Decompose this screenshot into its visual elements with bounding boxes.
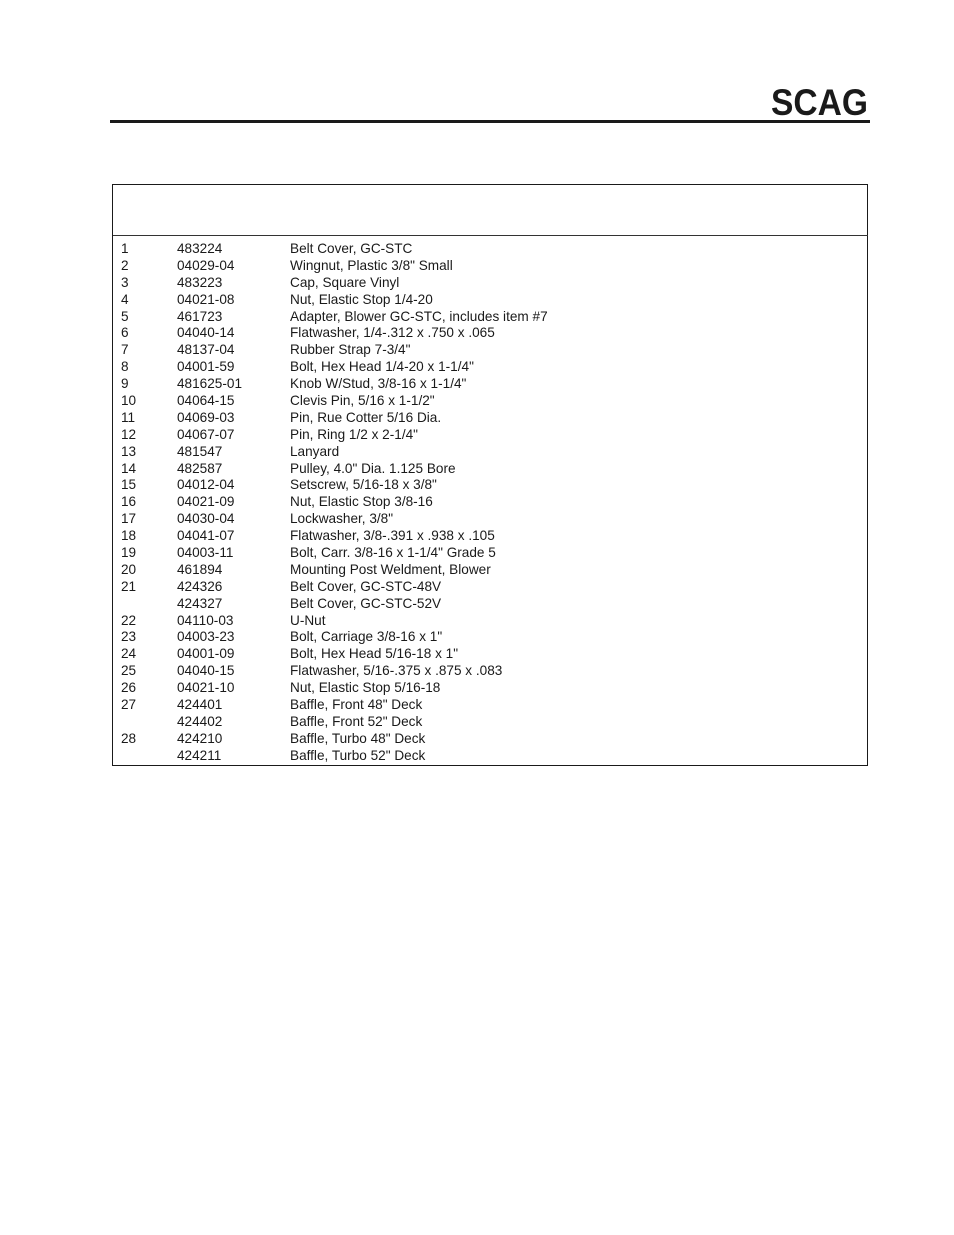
ref-number: 8	[121, 359, 129, 375]
part-number: 04021-10	[177, 680, 235, 696]
part-number: 424327	[177, 595, 223, 611]
ref-number: 4	[121, 291, 129, 307]
ref-number: 26	[121, 680, 137, 696]
parts-row	[113, 427, 867, 444]
part-number: 424326	[177, 578, 223, 594]
parts-list-box	[112, 184, 868, 766]
part-number: 483224	[177, 241, 223, 256]
part-description: Adapter, Blower GC-STC, includes item #7	[290, 308, 548, 324]
part-number: 04012-04	[177, 477, 235, 493]
part-number: 04003-11	[177, 545, 234, 561]
part-number: 04069-03	[177, 409, 235, 425]
ref-number: 12	[121, 426, 137, 442]
parts-row	[113, 393, 867, 410]
part-description: Nut, Elastic Stop 3/8-16	[290, 494, 433, 510]
ref-number: 2	[121, 257, 129, 273]
parts-row	[113, 511, 867, 528]
parts-row	[113, 646, 867, 663]
part-description: Mounting Post Weldment, Blower	[290, 561, 491, 577]
ref-number: 23	[121, 629, 137, 645]
logo-text: SCAG	[771, 86, 868, 118]
part-number: 481625-01	[177, 376, 243, 392]
part-description: Bolt, Hex Head 1/4-20 x 1-1/4"	[290, 359, 474, 375]
part-number: 482587	[177, 460, 223, 476]
header-rule	[110, 120, 870, 123]
parts-row	[113, 663, 867, 680]
part-number: 04001-09	[177, 646, 235, 662]
part-description: Baffle, Turbo 52" Deck	[290, 747, 426, 763]
part-description: Pulley, 4.0" Dia. 1.125 Bore	[290, 460, 456, 476]
ref-number: 28	[121, 730, 137, 746]
scag-logo	[771, 86, 871, 118]
parts-row	[113, 477, 867, 494]
part-description: Flatwasher, 5/16-.375 x .875 x .083	[290, 663, 503, 679]
parts-row	[113, 528, 867, 545]
part-number: 04003-23	[177, 629, 235, 645]
parts-row	[113, 359, 867, 376]
part-number: 424402	[177, 713, 223, 729]
parts-row	[113, 325, 867, 342]
ref-number: 9	[121, 376, 129, 392]
ref-number: 17	[121, 511, 137, 527]
part-description: Bolt, Carriage 3/8-16 x 1"	[290, 629, 443, 645]
parts-row	[113, 410, 867, 427]
part-description: Nut, Elastic Stop 5/16-18	[290, 680, 441, 696]
ref-number: 25	[121, 663, 137, 679]
part-number: 04067-07	[177, 426, 235, 442]
part-number: 04041-07	[177, 528, 235, 544]
parts-row	[113, 629, 867, 646]
parts-row	[113, 444, 867, 461]
part-description: Nut, Elastic Stop 1/4-20	[290, 291, 433, 307]
part-description: Setscrew, 5/16-18 x 3/8"	[290, 477, 437, 493]
part-number: 48137-04	[177, 342, 235, 358]
parts-row	[113, 241, 867, 258]
parts-row	[113, 292, 867, 309]
ref-number: 13	[121, 443, 137, 459]
part-number: 483223	[177, 274, 223, 290]
parts-row	[113, 613, 867, 630]
ref-number: 5	[121, 308, 129, 324]
ref-number: 3	[121, 274, 129, 290]
part-description: Lanyard	[290, 443, 340, 459]
parts-row	[113, 562, 867, 579]
part-number: 04001-59	[177, 359, 235, 375]
part-description: Belt Cover, GC-STC-52V	[290, 595, 442, 611]
ref-number: 15	[121, 477, 137, 493]
ref-number: 20	[121, 561, 137, 577]
parts-row	[113, 309, 867, 326]
ref-number: 19	[121, 545, 137, 561]
parts-row	[113, 680, 867, 697]
part-description: Flatwasher, 1/4-.312 x .750 x .065	[290, 325, 495, 341]
part-description: Wingnut, Plastic 3/8" Small	[290, 257, 453, 273]
part-description: Baffle, Front 48" Deck	[290, 697, 423, 713]
part-number: 424210	[177, 730, 223, 746]
part-description: Clevis Pin, 5/16 x 1-1/2"	[290, 393, 435, 409]
part-description: Pin, Ring 1/2 x 2-1/4"	[290, 426, 418, 442]
parts-row	[113, 731, 867, 748]
part-description: Pin, Rue Cotter 5/16 Dia.	[290, 409, 442, 425]
parts-list	[113, 236, 867, 765]
part-description: Knob W/Stud, 3/8-16 x 1-1/4"	[290, 376, 467, 392]
parts-row	[113, 714, 867, 731]
parts-row	[113, 748, 867, 765]
part-description: Lockwasher, 3/8"	[290, 511, 394, 527]
ref-number: 14	[121, 460, 137, 476]
ref-number: 6	[121, 325, 129, 341]
parts-row	[113, 376, 867, 393]
parts-row	[113, 545, 867, 562]
part-description: Baffle, Front 52" Deck	[290, 713, 423, 729]
part-description: Bolt, Hex Head 5/16-18 x 1"	[290, 646, 459, 662]
part-number: 04110-03	[177, 612, 234, 628]
part-number: 04040-15	[177, 663, 235, 679]
ref-number: 10	[121, 393, 137, 409]
part-number: 424401	[177, 697, 223, 713]
ref-number: 16	[121, 494, 137, 510]
part-number: 04029-04	[177, 257, 235, 273]
part-description: U-Nut	[290, 612, 326, 628]
ref-number: 27	[121, 697, 137, 713]
part-number: 04040-14	[177, 325, 235, 341]
part-description: Belt Cover, GC-STC	[290, 241, 413, 256]
ref-number: 21	[121, 578, 137, 594]
part-description: Baffle, Turbo 48" Deck	[290, 730, 426, 746]
ref-number: 1	[121, 241, 129, 256]
part-description: Cap, Square Vinyl	[290, 274, 400, 290]
parts-list-header-area	[113, 185, 867, 235]
part-description: Flatwasher, 3/8-.391 x .938 x .105	[290, 528, 495, 544]
parts-row	[113, 275, 867, 292]
part-number: 04030-04	[177, 511, 235, 527]
parts-row	[113, 697, 867, 714]
part-description: Belt Cover, GC-STC-48V	[290, 578, 442, 594]
parts-row	[113, 258, 867, 275]
part-description: Bolt, Carr. 3/8-16 x 1-1/4" Grade 5	[290, 545, 496, 561]
part-number: 424211	[177, 747, 222, 763]
part-number: 461723	[177, 308, 223, 324]
ref-number: 7	[121, 342, 129, 358]
parts-row	[113, 342, 867, 359]
part-number: 481547	[177, 443, 223, 459]
parts-row	[113, 494, 867, 511]
ref-number: 22	[121, 612, 137, 628]
parts-row	[113, 596, 867, 613]
parts-row	[113, 461, 867, 478]
part-number: 04021-09	[177, 494, 235, 510]
ref-number: 18	[121, 528, 137, 544]
part-number: 04064-15	[177, 393, 235, 409]
parts-row	[113, 579, 867, 596]
ref-number: 24	[121, 646, 137, 662]
part-number: 461894	[177, 561, 223, 577]
part-description: Rubber Strap 7-3/4"	[290, 342, 411, 358]
part-number: 04021-08	[177, 291, 235, 307]
ref-number: 11	[121, 409, 136, 425]
